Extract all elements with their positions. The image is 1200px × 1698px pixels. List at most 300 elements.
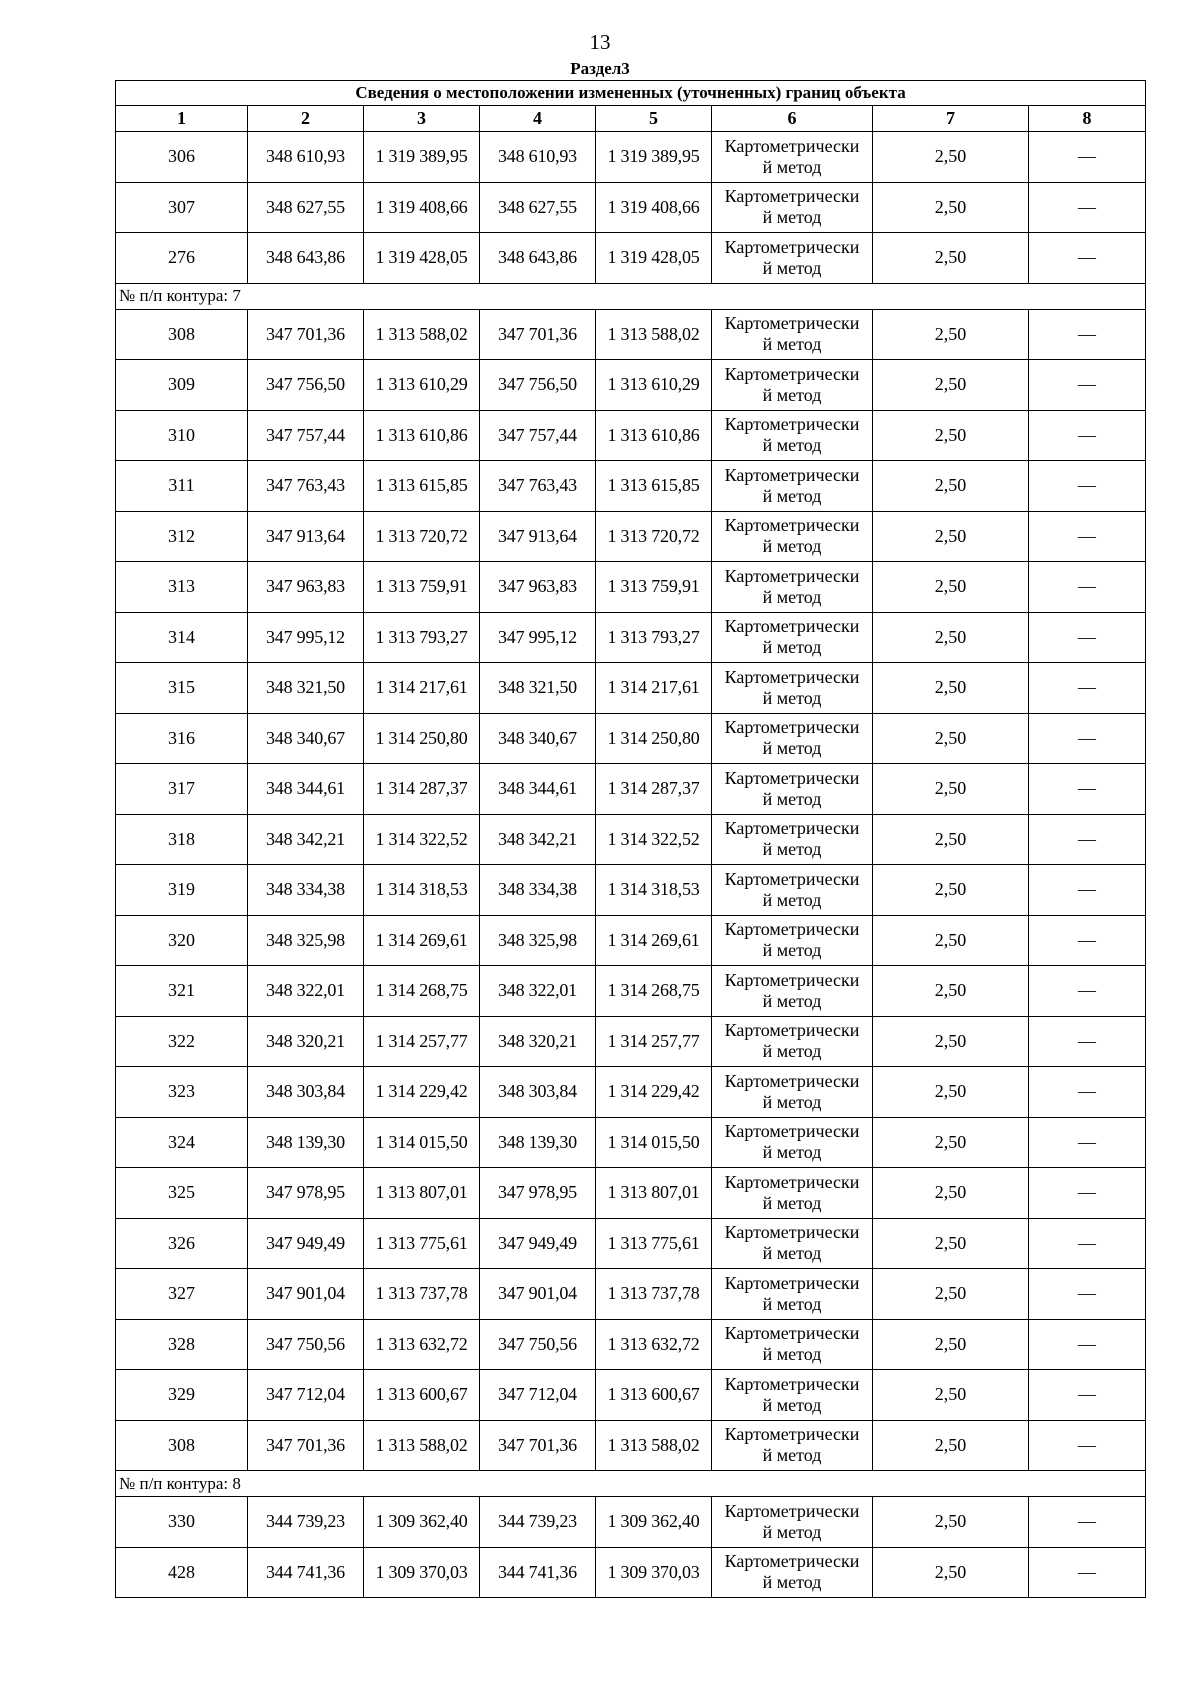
y-existing-cell: 1 313 775,61 bbox=[364, 1218, 480, 1269]
table-header-row bbox=[116, 106, 1146, 132]
table-row bbox=[116, 663, 1146, 714]
point-number-cell: 307 bbox=[116, 182, 248, 233]
description-cell: — bbox=[1029, 182, 1146, 233]
method-line-1: Картометрически bbox=[724, 1323, 860, 1344]
y-new-cell: 1 319 428,05 bbox=[596, 233, 712, 284]
point-number-cell: 316 bbox=[116, 713, 248, 764]
x-new-cell: 347 995,12 bbox=[480, 612, 596, 663]
x-new-cell: 347 949,49 bbox=[480, 1218, 596, 1269]
method-line-2: й метод bbox=[762, 1394, 822, 1415]
y-existing-cell: 1 313 610,86 bbox=[364, 410, 480, 461]
description-cell: — bbox=[1029, 233, 1146, 284]
point-number-cell: 325 bbox=[116, 1168, 248, 1219]
accuracy-cell: 2,50 bbox=[873, 309, 1029, 360]
method-line-1: Картометрически bbox=[724, 1070, 860, 1091]
point-number-cell: 319 bbox=[116, 865, 248, 916]
y-new-cell: 1 309 370,03 bbox=[596, 1547, 712, 1598]
description-cell: — bbox=[1029, 562, 1146, 613]
method-line-2: й метод bbox=[762, 586, 822, 607]
method-cell bbox=[712, 713, 873, 764]
y-existing-cell: 1 314 229,42 bbox=[364, 1067, 480, 1118]
page-number: 13 bbox=[589, 30, 611, 54]
point-number-cell: 327 bbox=[116, 1269, 248, 1320]
x-new-cell: 348 321,50 bbox=[480, 663, 596, 714]
method-cell bbox=[712, 612, 873, 663]
y-new-cell: 1 314 015,50 bbox=[596, 1117, 712, 1168]
point-number-cell: 308 bbox=[116, 1420, 248, 1471]
point-number-cell: 321 bbox=[116, 966, 248, 1017]
method-line-2: й метод bbox=[762, 1192, 822, 1213]
description-cell: — bbox=[1029, 1420, 1146, 1471]
x-new-cell: 344 741,36 bbox=[480, 1547, 596, 1598]
column-header: 7 bbox=[873, 106, 1029, 132]
y-new-cell: 1 313 588,02 bbox=[596, 309, 712, 360]
y-new-cell: 1 313 737,78 bbox=[596, 1269, 712, 1320]
accuracy-cell: 2,50 bbox=[873, 814, 1029, 865]
method-cell bbox=[712, 1269, 873, 1320]
point-number-cell: 322 bbox=[116, 1016, 248, 1067]
method-cell bbox=[712, 1547, 873, 1598]
x-existing-cell: 347 913,64 bbox=[248, 511, 364, 562]
x-existing-cell: 347 995,12 bbox=[248, 612, 364, 663]
accuracy-cell: 2,50 bbox=[873, 1168, 1029, 1219]
point-number-cell: 329 bbox=[116, 1370, 248, 1421]
y-new-cell: 1 319 389,95 bbox=[596, 132, 712, 183]
x-existing-cell: 348 320,21 bbox=[248, 1016, 364, 1067]
point-number-cell: 311 bbox=[116, 461, 248, 512]
x-new-cell: 347 701,36 bbox=[480, 309, 596, 360]
method-cell bbox=[712, 511, 873, 562]
method-line-2: й метод bbox=[762, 257, 822, 278]
boundary-coordinates-table bbox=[115, 80, 1146, 1598]
x-existing-cell: 347 701,36 bbox=[248, 1420, 364, 1471]
method-line-1: Картометрически bbox=[724, 666, 860, 687]
table-row bbox=[116, 1547, 1146, 1598]
y-existing-cell: 1 313 588,02 bbox=[364, 309, 480, 360]
x-existing-cell: 347 756,50 bbox=[248, 360, 364, 411]
x-new-cell: 347 757,44 bbox=[480, 410, 596, 461]
method-line-1: Картометрически bbox=[724, 1171, 860, 1192]
table-title-row bbox=[116, 81, 1146, 106]
y-new-cell: 1 314 229,42 bbox=[596, 1067, 712, 1118]
description-cell: — bbox=[1029, 1067, 1146, 1118]
y-existing-cell: 1 319 428,05 bbox=[364, 233, 480, 284]
x-existing-cell: 347 701,36 bbox=[248, 309, 364, 360]
method-line-2: й метод bbox=[762, 788, 822, 809]
accuracy-cell: 2,50 bbox=[873, 663, 1029, 714]
method-cell bbox=[712, 1497, 873, 1548]
method-cell bbox=[712, 814, 873, 865]
method-line-1: Картометрически bbox=[724, 186, 860, 207]
table-body bbox=[116, 81, 1146, 1598]
method-cell bbox=[712, 233, 873, 284]
method-cell bbox=[712, 1168, 873, 1219]
method-line-1: Картометрически bbox=[724, 616, 860, 637]
x-existing-cell: 348 340,67 bbox=[248, 713, 364, 764]
method-line-1: Картометрически bbox=[724, 515, 860, 536]
x-existing-cell: 348 322,01 bbox=[248, 966, 364, 1017]
table-row bbox=[116, 1319, 1146, 1370]
accuracy-cell: 2,50 bbox=[873, 966, 1029, 1017]
method-cell bbox=[712, 1319, 873, 1370]
table-row bbox=[116, 865, 1146, 916]
accuracy-cell: 2,50 bbox=[873, 360, 1029, 411]
method-cell bbox=[712, 562, 873, 613]
accuracy-cell: 2,50 bbox=[873, 1370, 1029, 1421]
y-new-cell: 1 314 318,53 bbox=[596, 865, 712, 916]
method-line-1: Картометрически bbox=[724, 1373, 860, 1394]
y-new-cell: 1 314 250,80 bbox=[596, 713, 712, 764]
table-row bbox=[116, 360, 1146, 411]
x-new-cell: 344 739,23 bbox=[480, 1497, 596, 1548]
method-line-2: й метод bbox=[762, 1572, 822, 1593]
column-header: 8 bbox=[1029, 106, 1146, 132]
point-number-cell: 428 bbox=[116, 1547, 248, 1598]
y-new-cell: 1 309 362,40 bbox=[596, 1497, 712, 1548]
y-existing-cell: 1 313 793,27 bbox=[364, 612, 480, 663]
x-existing-cell: 347 757,44 bbox=[248, 410, 364, 461]
table-row bbox=[116, 1067, 1146, 1118]
description-cell: — bbox=[1029, 663, 1146, 714]
y-existing-cell: 1 314 217,61 bbox=[364, 663, 480, 714]
contour-label: № п/п контура: 8 bbox=[116, 1471, 1146, 1497]
method-line-2: й метод bbox=[762, 687, 822, 708]
y-new-cell: 1 319 408,66 bbox=[596, 182, 712, 233]
table-row bbox=[116, 132, 1146, 183]
x-new-cell: 347 712,04 bbox=[480, 1370, 596, 1421]
y-new-cell: 1 314 322,52 bbox=[596, 814, 712, 865]
x-new-cell: 348 334,38 bbox=[480, 865, 596, 916]
table-row bbox=[116, 915, 1146, 966]
description-cell: — bbox=[1029, 461, 1146, 512]
point-number-cell: 318 bbox=[116, 814, 248, 865]
x-existing-cell: 348 342,21 bbox=[248, 814, 364, 865]
point-number-cell: 310 bbox=[116, 410, 248, 461]
x-existing-cell: 347 901,04 bbox=[248, 1269, 364, 1320]
y-existing-cell: 1 313 720,72 bbox=[364, 511, 480, 562]
table-row bbox=[116, 1269, 1146, 1320]
x-existing-cell: 347 763,43 bbox=[248, 461, 364, 512]
x-existing-cell: 348 303,84 bbox=[248, 1067, 364, 1118]
x-new-cell: 348 610,93 bbox=[480, 132, 596, 183]
table-row bbox=[116, 1168, 1146, 1219]
y-existing-cell: 1 314 318,53 bbox=[364, 865, 480, 916]
y-existing-cell: 1 314 322,52 bbox=[364, 814, 480, 865]
table-row bbox=[116, 764, 1146, 815]
y-existing-cell: 1 314 015,50 bbox=[364, 1117, 480, 1168]
method-line-1: Картометрически bbox=[724, 767, 860, 788]
x-new-cell: 348 303,84 bbox=[480, 1067, 596, 1118]
description-cell: — bbox=[1029, 511, 1146, 562]
point-number-cell: 323 bbox=[116, 1067, 248, 1118]
point-number-cell: 308 bbox=[116, 309, 248, 360]
method-line-1: Картометрически bbox=[724, 236, 860, 257]
method-line-2: й метод bbox=[762, 990, 822, 1011]
method-line-1: Картометрически bbox=[724, 565, 860, 586]
method-line-1: Картометрически bbox=[724, 818, 860, 839]
column-header: 2 bbox=[248, 106, 364, 132]
column-header: 4 bbox=[480, 106, 596, 132]
point-number-cell: 317 bbox=[116, 764, 248, 815]
table-row bbox=[116, 233, 1146, 284]
x-existing-cell: 348 321,50 bbox=[248, 663, 364, 714]
method-cell bbox=[712, 1067, 873, 1118]
point-number-cell: 320 bbox=[116, 915, 248, 966]
description-cell: — bbox=[1029, 915, 1146, 966]
accuracy-cell: 2,50 bbox=[873, 1016, 1029, 1067]
y-new-cell: 1 313 807,01 bbox=[596, 1168, 712, 1219]
table-row bbox=[116, 182, 1146, 233]
x-new-cell: 347 763,43 bbox=[480, 461, 596, 512]
accuracy-cell: 2,50 bbox=[873, 461, 1029, 512]
accuracy-cell: 2,50 bbox=[873, 1497, 1029, 1548]
table-row bbox=[116, 1420, 1146, 1471]
method-cell bbox=[712, 966, 873, 1017]
table-row bbox=[116, 1016, 1146, 1067]
method-line-1: Картометрически bbox=[724, 919, 860, 940]
point-number-cell: 312 bbox=[116, 511, 248, 562]
description-cell: — bbox=[1029, 360, 1146, 411]
y-new-cell: 1 313 610,86 bbox=[596, 410, 712, 461]
method-line-2: й метод bbox=[762, 1142, 822, 1163]
x-existing-cell: 348 334,38 bbox=[248, 865, 364, 916]
y-existing-cell: 1 313 759,91 bbox=[364, 562, 480, 613]
y-new-cell: 1 314 217,61 bbox=[596, 663, 712, 714]
x-new-cell: 348 627,55 bbox=[480, 182, 596, 233]
method-cell bbox=[712, 663, 873, 714]
method-cell bbox=[712, 1218, 873, 1269]
method-line-2: й метод bbox=[762, 207, 822, 228]
point-number-cell: 276 bbox=[116, 233, 248, 284]
section-title: Раздел3 bbox=[570, 59, 630, 78]
x-existing-cell: 348 325,98 bbox=[248, 915, 364, 966]
y-new-cell: 1 313 600,67 bbox=[596, 1370, 712, 1421]
method-cell bbox=[712, 1420, 873, 1471]
y-new-cell: 1 313 615,85 bbox=[596, 461, 712, 512]
accuracy-cell: 2,50 bbox=[873, 713, 1029, 764]
y-new-cell: 1 313 610,29 bbox=[596, 360, 712, 411]
method-line-1: Картометрически bbox=[724, 1424, 860, 1445]
x-existing-cell: 347 963,83 bbox=[248, 562, 364, 613]
contour-label: № п/п контура: 7 bbox=[116, 283, 1146, 309]
method-line-2: й метод bbox=[762, 637, 822, 658]
accuracy-cell: 2,50 bbox=[873, 1547, 1029, 1598]
column-header: 3 bbox=[364, 106, 480, 132]
description-cell: — bbox=[1029, 132, 1146, 183]
description-cell: — bbox=[1029, 1497, 1146, 1548]
method-line-1: Картометрически bbox=[724, 313, 860, 334]
y-new-cell: 1 313 632,72 bbox=[596, 1319, 712, 1370]
accuracy-cell: 2,50 bbox=[873, 1117, 1029, 1168]
table-row bbox=[116, 713, 1146, 764]
y-existing-cell: 1 313 737,78 bbox=[364, 1269, 480, 1320]
description-cell: — bbox=[1029, 764, 1146, 815]
x-new-cell: 347 901,04 bbox=[480, 1269, 596, 1320]
table-row bbox=[116, 814, 1146, 865]
y-new-cell: 1 313 759,91 bbox=[596, 562, 712, 613]
table-row bbox=[116, 511, 1146, 562]
method-line-1: Картометрически bbox=[724, 1500, 860, 1521]
description-cell: — bbox=[1029, 865, 1146, 916]
description-cell: — bbox=[1029, 1168, 1146, 1219]
x-existing-cell: 348 139,30 bbox=[248, 1117, 364, 1168]
x-new-cell: 348 344,61 bbox=[480, 764, 596, 815]
point-number-cell: 314 bbox=[116, 612, 248, 663]
accuracy-cell: 2,50 bbox=[873, 865, 1029, 916]
y-new-cell: 1 314 269,61 bbox=[596, 915, 712, 966]
y-existing-cell: 1 314 268,75 bbox=[364, 966, 480, 1017]
method-cell bbox=[712, 410, 873, 461]
point-number-cell: 306 bbox=[116, 132, 248, 183]
x-existing-cell: 347 712,04 bbox=[248, 1370, 364, 1421]
method-line-2: й метод bbox=[762, 1293, 822, 1314]
point-number-cell: 330 bbox=[116, 1497, 248, 1548]
method-cell bbox=[712, 360, 873, 411]
x-existing-cell: 347 949,49 bbox=[248, 1218, 364, 1269]
point-number-cell: 328 bbox=[116, 1319, 248, 1370]
accuracy-cell: 2,50 bbox=[873, 1218, 1029, 1269]
method-cell bbox=[712, 1016, 873, 1067]
accuracy-cell: 2,50 bbox=[873, 915, 1029, 966]
method-line-2: й метод bbox=[762, 738, 822, 759]
method-line-1: Картометрически bbox=[724, 1121, 860, 1142]
description-cell: — bbox=[1029, 1269, 1146, 1320]
description-cell: — bbox=[1029, 966, 1146, 1017]
x-existing-cell: 348 643,86 bbox=[248, 233, 364, 284]
table-row bbox=[116, 410, 1146, 461]
method-line-2: й метод bbox=[762, 839, 822, 860]
method-cell bbox=[712, 461, 873, 512]
x-new-cell: 348 322,01 bbox=[480, 966, 596, 1017]
y-existing-cell: 1 314 257,77 bbox=[364, 1016, 480, 1067]
y-existing-cell: 1 309 362,40 bbox=[364, 1497, 480, 1548]
x-existing-cell: 348 627,55 bbox=[248, 182, 364, 233]
accuracy-cell: 2,50 bbox=[873, 233, 1029, 284]
table-title: Сведения о местоположении измененных (уточненных) границ объекта bbox=[116, 81, 1146, 106]
x-new-cell: 347 978,95 bbox=[480, 1168, 596, 1219]
description-cell: — bbox=[1029, 1016, 1146, 1067]
description-cell: — bbox=[1029, 814, 1146, 865]
table-row bbox=[116, 309, 1146, 360]
x-new-cell: 347 701,36 bbox=[480, 1420, 596, 1471]
description-cell: — bbox=[1029, 713, 1146, 764]
x-new-cell: 348 340,67 bbox=[480, 713, 596, 764]
table-row bbox=[116, 966, 1146, 1017]
method-line-2: й метод bbox=[762, 1344, 822, 1365]
method-cell bbox=[712, 1370, 873, 1421]
column-header: 1 bbox=[116, 106, 248, 132]
accuracy-cell: 2,50 bbox=[873, 1319, 1029, 1370]
accuracy-cell: 2,50 bbox=[873, 612, 1029, 663]
accuracy-cell: 2,50 bbox=[873, 132, 1029, 183]
x-existing-cell: 347 978,95 bbox=[248, 1168, 364, 1219]
method-line-1: Картометрически bbox=[724, 414, 860, 435]
x-existing-cell: 348 344,61 bbox=[248, 764, 364, 815]
y-new-cell: 1 313 775,61 bbox=[596, 1218, 712, 1269]
method-line-2: й метод bbox=[762, 1091, 822, 1112]
method-cell bbox=[712, 182, 873, 233]
table-row bbox=[116, 1117, 1146, 1168]
accuracy-cell: 2,50 bbox=[873, 511, 1029, 562]
column-header: 6 bbox=[712, 106, 873, 132]
x-new-cell: 347 750,56 bbox=[480, 1319, 596, 1370]
method-cell bbox=[712, 865, 873, 916]
method-line-1: Картометрически bbox=[724, 868, 860, 889]
x-new-cell: 348 643,86 bbox=[480, 233, 596, 284]
table-row bbox=[116, 1370, 1146, 1421]
y-existing-cell: 1 319 408,66 bbox=[364, 182, 480, 233]
contour-row bbox=[116, 283, 1146, 309]
y-new-cell: 1 314 257,77 bbox=[596, 1016, 712, 1067]
method-cell bbox=[712, 915, 873, 966]
method-line-2: й метод bbox=[762, 485, 822, 506]
point-number-cell: 324 bbox=[116, 1117, 248, 1168]
y-new-cell: 1 314 287,37 bbox=[596, 764, 712, 815]
description-cell: — bbox=[1029, 1218, 1146, 1269]
method-line-2: й метод bbox=[762, 156, 822, 177]
y-new-cell: 1 313 793,27 bbox=[596, 612, 712, 663]
point-number-cell: 313 bbox=[116, 562, 248, 613]
method-line-2: й метод bbox=[762, 940, 822, 961]
y-existing-cell: 1 313 807,01 bbox=[364, 1168, 480, 1219]
method-line-2: й метод bbox=[762, 334, 822, 355]
accuracy-cell: 2,50 bbox=[873, 1420, 1029, 1471]
point-number-cell: 309 bbox=[116, 360, 248, 411]
table-row bbox=[116, 562, 1146, 613]
method-line-1: Картометрически bbox=[724, 717, 860, 738]
method-line-2: й метод bbox=[762, 384, 822, 405]
contour-row bbox=[116, 1471, 1146, 1497]
method-line-1: Картометрически bbox=[724, 464, 860, 485]
y-existing-cell: 1 319 389,95 bbox=[364, 132, 480, 183]
method-line-1: Картометрически bbox=[724, 135, 860, 156]
method-cell bbox=[712, 132, 873, 183]
x-existing-cell: 344 741,36 bbox=[248, 1547, 364, 1598]
y-new-cell: 1 314 268,75 bbox=[596, 966, 712, 1017]
description-cell: — bbox=[1029, 1117, 1146, 1168]
x-new-cell: 347 756,50 bbox=[480, 360, 596, 411]
description-cell: — bbox=[1029, 612, 1146, 663]
description-cell: — bbox=[1029, 1370, 1146, 1421]
x-new-cell: 348 342,21 bbox=[480, 814, 596, 865]
method-line-1: Картометрически bbox=[724, 1222, 860, 1243]
method-line-2: й метод bbox=[762, 1521, 822, 1542]
x-new-cell: 347 913,64 bbox=[480, 511, 596, 562]
y-existing-cell: 1 313 615,85 bbox=[364, 461, 480, 512]
method-line-2: й метод bbox=[762, 435, 822, 456]
y-existing-cell: 1 313 588,02 bbox=[364, 1420, 480, 1471]
y-existing-cell: 1 313 610,29 bbox=[364, 360, 480, 411]
x-existing-cell: 347 750,56 bbox=[248, 1319, 364, 1370]
method-line-1: Картометрически bbox=[724, 969, 860, 990]
y-existing-cell: 1 313 600,67 bbox=[364, 1370, 480, 1421]
y-existing-cell: 1 314 269,61 bbox=[364, 915, 480, 966]
x-existing-cell: 348 610,93 bbox=[248, 132, 364, 183]
accuracy-cell: 2,50 bbox=[873, 1067, 1029, 1118]
accuracy-cell: 2,50 bbox=[873, 1269, 1029, 1320]
y-existing-cell: 1 309 370,03 bbox=[364, 1547, 480, 1598]
point-number-cell: 326 bbox=[116, 1218, 248, 1269]
method-line-2: й метод bbox=[762, 1041, 822, 1062]
description-cell: — bbox=[1029, 1547, 1146, 1598]
y-existing-cell: 1 314 250,80 bbox=[364, 713, 480, 764]
description-cell: — bbox=[1029, 1319, 1146, 1370]
table-row bbox=[116, 612, 1146, 663]
method-line-1: Картометрически bbox=[724, 1020, 860, 1041]
x-new-cell: 348 139,30 bbox=[480, 1117, 596, 1168]
method-cell bbox=[712, 764, 873, 815]
point-number-cell: 315 bbox=[116, 663, 248, 714]
